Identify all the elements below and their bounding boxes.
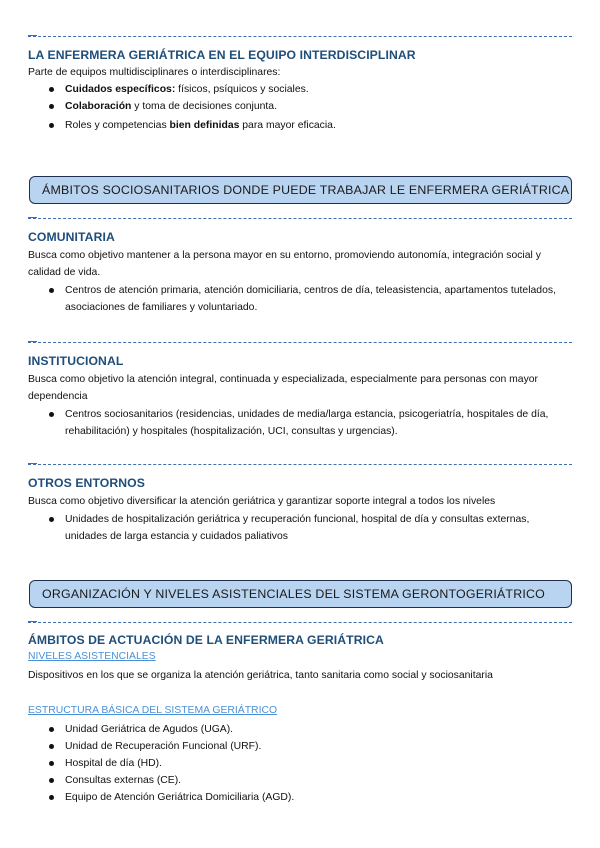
bold-term: Cuidados específicos: — [65, 84, 176, 95]
item-text: Unidades de hospitalización geriátrica y recuperación funcional, hospital de día y consultas externas, unidades de larga estancia y cuidados paliativos — [65, 514, 530, 542]
item-text: y toma de decisiones conjunta. — [131, 101, 277, 112]
section-divider — [28, 622, 572, 623]
section-banner-ambitos: ÁMBITOS SOCIOSANITARIOS DONDE PUEDE TRABAJAR LE ENFERMERA GERIÁTRICA — [29, 176, 572, 204]
item-text: Centros de atención primaria, atención domiciliaria, centros de día, teleasistencia, apartamentos tutelados, asociaciones de familiares y voluntariado. — [65, 285, 556, 313]
item-text: Centros sociosanitarios (residencias, unidades de media/larga estancia, psicogeriatría, hospitales de día, rehabilitación) y hospitales (hospitalización, UCI, consultas y urgencias). — [65, 409, 549, 437]
item-text: Unidad de Recuperación Funcional (URF). — [65, 741, 262, 752]
list-item — [49, 98, 564, 115]
section-banner-organizacion: ORGANIZACIÓN Y NIVELES ASISTENCIALES DEL SISTEMA GERONTOGERIÁTRICO — [29, 580, 572, 608]
section-text: Busca como objetivo la atención integral, continuada y especializada, especialmente para personas con mayor dependencia — [28, 374, 539, 402]
bullet-icon — [49, 778, 54, 783]
bullet-icon — [49, 104, 54, 109]
item-text: para mayor eficacia. — [239, 120, 336, 131]
section-title-comunitaria: COMUNITARIA — [28, 230, 115, 244]
bullet-icon — [49, 517, 54, 522]
item-text: Equipo de Atención Geriátrica Domiciliaria (AGD). — [65, 792, 295, 803]
list-item — [49, 721, 564, 738]
bullet-icon — [49, 412, 54, 417]
section-text: Dispositivos en los que se organiza la atención geriátrica, tanto sanitaria como social y sociosanitaria — [28, 670, 493, 681]
section-divider — [28, 464, 572, 465]
list-item — [49, 511, 564, 545]
section-text: Busca como objetivo mantener a la persona mayor en su entorno, promoviendo autonomía, integración social y calidad de vida. — [28, 250, 541, 278]
item-text: Hospital de día (HD). — [65, 758, 163, 769]
list-item — [49, 117, 564, 134]
list-item — [49, 406, 564, 440]
list-item — [49, 81, 564, 98]
bullet-icon — [49, 288, 54, 293]
bullet-icon — [49, 795, 54, 800]
section-divider — [28, 342, 572, 343]
bullet-icon — [49, 123, 54, 128]
list-item — [49, 789, 564, 806]
section-title-ambitos-actuacion: ÁMBITOS DE ACTUACIÓN DE LA ENFERMERA GERIÁTRICA — [28, 633, 384, 647]
bullet-icon — [49, 744, 54, 749]
item-text: Unidad Geriátrica de Agudos (UGA). — [65, 724, 234, 735]
bullet-icon — [49, 727, 54, 732]
item-text: físicos, psíquicos y sociales. — [175, 84, 309, 95]
section-divider — [28, 36, 572, 37]
item-text: Consultas externas (CE). — [65, 775, 182, 786]
list-item — [49, 755, 564, 772]
section-intro: Parte de equipos multidisciplinares o interdisciplinares: — [28, 67, 281, 78]
section-text: Busca como objetivo diversificar la atención geriátrica y garantizar soporte integral a todos los niveles — [28, 496, 496, 507]
bullet-icon — [49, 87, 54, 92]
list-item — [49, 772, 564, 789]
section-divider — [28, 218, 572, 219]
bullet-icon — [49, 761, 54, 766]
section-title-institucional: INSTITUCIONAL — [28, 354, 124, 368]
bold-term: Colaboración — [65, 101, 132, 112]
list-item — [49, 282, 564, 316]
bold-term: bien definidas — [169, 120, 240, 131]
section-title-otros: OTROS ENTORNOS — [28, 476, 145, 490]
section-title-interdisciplinar: LA ENFERMERA GERIÁTRICA EN EL EQUIPO INTERDISCIPLINAR — [28, 48, 416, 62]
niveles-asistenciales-link[interactable]: NIVELES ASISTENCIALES — [28, 651, 156, 662]
list-item — [49, 738, 564, 755]
item-text: Roles y competencias — [65, 120, 170, 131]
estructura-basica-link[interactable]: ESTRUCTURA BÁSICA DEL SISTEMA GERIÁTRICO — [28, 705, 278, 716]
